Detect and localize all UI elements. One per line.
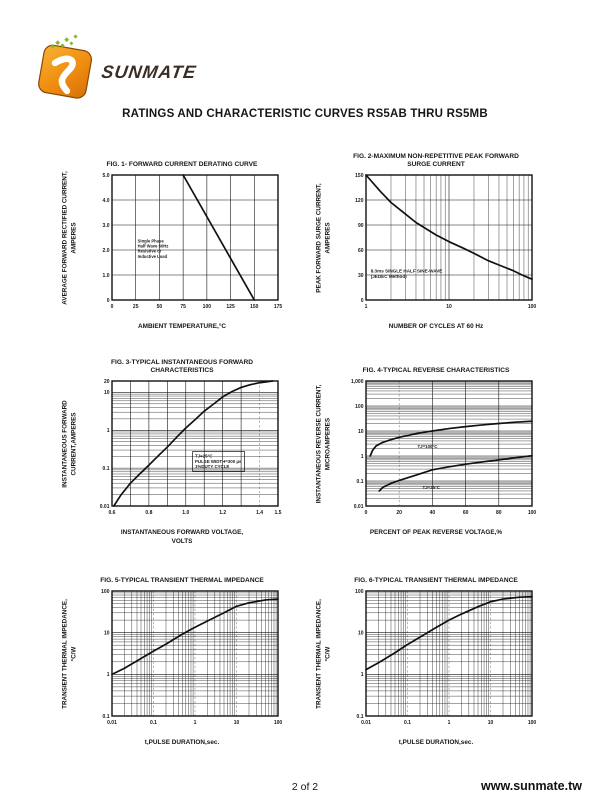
svg-text:100: 100 [527, 720, 536, 726]
figure-title-line1: FIG. 6-TYPICAL TRANSIENT THERMAL IMPEDANCE [354, 577, 518, 585]
svg-text:125: 125 [226, 304, 235, 310]
svg-text:1,000: 1,000 [350, 378, 364, 385]
y-axis-label-line2: °C/W [324, 646, 331, 662]
svg-text:0.1: 0.1 [150, 720, 157, 726]
svg-text:1.4: 1.4 [256, 510, 264, 516]
svg-text:150: 150 [355, 172, 364, 179]
svg-text:1: 1 [106, 672, 110, 679]
svg-text:1.2: 1.2 [219, 510, 227, 516]
y-axis-label-line1: AVERAGE FORWARD RECTIFIED CURRENT, [61, 171, 69, 305]
logo-graphic [32, 30, 102, 104]
y-axis-label-line2: AMPERES [70, 222, 77, 254]
figure-5-y-axis-label [58, 566, 82, 758]
svg-text:1.0: 1.0 [182, 510, 190, 516]
svg-text:0: 0 [106, 297, 110, 304]
svg-text:100: 100 [273, 720, 282, 726]
svg-text:20: 20 [396, 510, 402, 516]
figure-2-title [336, 150, 536, 170]
svg-text:0.1: 0.1 [356, 713, 364, 720]
figure-4-x-axis-label [336, 529, 536, 538]
svg-text:10: 10 [487, 720, 494, 726]
figure-6-title [336, 566, 536, 586]
figure-3-y-axis-label [58, 356, 82, 548]
figure-1-title [82, 150, 282, 170]
svg-text:0.8: 0.8 [145, 510, 153, 516]
svg-text:0.1: 0.1 [102, 713, 110, 720]
svg-text:0.1: 0.1 [356, 478, 364, 485]
svg-text:75: 75 [180, 304, 186, 310]
figure-5-x-axis-label [82, 739, 282, 748]
x-axis-label-line1: INSTANTANEOUS FORWARD VOLTAGE, [120, 529, 244, 536]
y-axis-label-line1: TRANSIENT THERMAL IMPEDANCE, [315, 599, 323, 709]
page-indicator: 2 of 2 [291, 781, 319, 793]
svg-text:175: 175 [273, 304, 282, 310]
svg-text:1: 1 [447, 720, 451, 726]
svg-text:4.0: 4.0 [102, 197, 110, 204]
svg-text:100: 100 [527, 304, 536, 310]
svg-text:TJ=25°C: TJ=25°C [195, 453, 213, 459]
svg-text:60: 60 [357, 247, 364, 254]
figure-2-x-axis-label [336, 323, 536, 332]
svg-text:2.0: 2.0 [102, 247, 110, 254]
svg-text:1.0: 1.0 [102, 272, 110, 279]
svg-text:1%DUTY CYCLE: 1%DUTY CYCLE [195, 464, 230, 470]
svg-text:0.01: 0.01 [99, 503, 110, 510]
svg-text:TJ=100°C: TJ=100°C [417, 443, 438, 449]
svg-text:100: 100 [527, 510, 536, 516]
figure-5-title [82, 566, 282, 586]
figure-3-chart [82, 376, 282, 522]
svg-text:10: 10 [103, 630, 110, 637]
figure-1 [58, 150, 282, 342]
svg-text:50: 50 [156, 304, 163, 310]
x-axis-label-line1: t,PULSE DURATION,sec. [398, 739, 474, 746]
y-axis-label-line1: INSTANTANEOUS REVERSE CURRENT, [315, 384, 323, 504]
logo-sparkles [50, 34, 77, 48]
figure-title-line1: FIG. 4-TYPICAL REVERSE CHARACTERISTICS [362, 367, 510, 375]
figure-6-x-axis-label [336, 739, 536, 748]
x-axis-label-line1: AMBIENT TEMPERATURE,°C [138, 323, 226, 330]
figure-6-y-axis-label [312, 566, 336, 758]
figure-title-line2: SURGE CURRENT [407, 161, 465, 169]
svg-text:TJ=25°C: TJ=25°C [422, 485, 440, 491]
svg-text:1.5: 1.5 [274, 510, 282, 516]
figure-1-chart [82, 170, 282, 316]
page-title: RATINGS AND CHARACTERISTIC CURVES RS5AB THRU RS5MB [122, 108, 488, 120]
figure-3-x-axis-label [82, 529, 282, 546]
svg-text:1: 1 [364, 304, 368, 310]
figure-6-chart [336, 586, 536, 732]
figure-4-chart [336, 376, 536, 522]
svg-text:0: 0 [360, 297, 364, 304]
svg-text:100: 100 [101, 588, 110, 595]
svg-text:1: 1 [360, 672, 364, 679]
brand-wordmark: sunmate [99, 54, 199, 84]
svg-text:Half Wave 60Hz: Half Wave 60Hz [137, 243, 169, 249]
svg-text:100: 100 [202, 304, 212, 310]
y-axis-label-line2: °C/W [70, 646, 77, 662]
sunmate-logo-icon [32, 30, 102, 109]
figure-4-title [336, 356, 536, 376]
svg-text:5.0: 5.0 [102, 172, 110, 179]
x-axis-label-line1: NUMBER OF CYCLES AT 60 Hz [388, 323, 484, 330]
svg-text:10: 10 [357, 630, 364, 637]
svg-text:0: 0 [364, 510, 368, 516]
svg-text:Inductive Load: Inductive Load [137, 253, 168, 259]
figure-title-line1: FIG. 5-TYPICAL TRANSIENT THERMAL IMPEDANCE [100, 577, 264, 585]
svg-text:0.01: 0.01 [353, 503, 364, 510]
y-axis-label-line1: INSTANTANEOUS FORWARD [61, 400, 69, 488]
svg-text:0.1: 0.1 [404, 720, 411, 726]
figure-3 [58, 356, 282, 548]
svg-text:40: 40 [429, 510, 436, 516]
figure-title-line1: FIG. 3-TYPICAL INSTANTANEOUS FORWARD [110, 358, 253, 366]
svg-text:25: 25 [132, 304, 139, 310]
svg-text:10: 10 [103, 390, 110, 397]
svg-text:80: 80 [496, 510, 502, 516]
svg-text:0.01: 0.01 [107, 720, 117, 726]
x-axis-label-line1: t,PULSE DURATION,sec. [144, 739, 220, 746]
svg-text:0.1: 0.1 [102, 465, 110, 472]
svg-text:(JEDEC Method): (JEDEC Method) [370, 274, 407, 279]
figure-5 [58, 566, 282, 758]
svg-text:20: 20 [103, 378, 110, 385]
figure-4-y-axis-label [312, 356, 336, 548]
svg-text:60: 60 [462, 510, 469, 516]
svg-text:10: 10 [357, 428, 364, 435]
figure-title-line1: FIG. 2-MAXIMUM NON-REPETITIVE PEAK FORWARD [353, 152, 519, 160]
svg-text:PULSE WIDTH=300 μs: PULSE WIDTH=300 μs [195, 458, 242, 464]
figure-3-title [82, 356, 282, 376]
svg-text:100: 100 [355, 403, 364, 410]
svg-text:3.0: 3.0 [102, 222, 110, 229]
x-axis-label-line2: VOLTS [171, 537, 193, 545]
figure-2-chart [336, 170, 536, 316]
svg-text:1: 1 [106, 428, 110, 435]
svg-text:30: 30 [357, 272, 364, 279]
figure-2-y-axis-label [312, 150, 336, 342]
svg-text:120: 120 [355, 197, 364, 204]
svg-text:Resistive or: Resistive or [137, 248, 162, 254]
figure-6 [312, 566, 536, 758]
svg-text:90: 90 [357, 222, 364, 229]
svg-text:0.6: 0.6 [108, 510, 116, 516]
figure-5-chart [82, 586, 282, 732]
svg-text:10: 10 [233, 720, 240, 726]
svg-text:150: 150 [250, 304, 259, 310]
figure-2 [312, 150, 536, 342]
x-axis-label-line1: PERCENT OF PEAK REVERSE VOLTAGE,% [369, 529, 503, 536]
figure-1-x-axis-label [82, 323, 282, 332]
y-axis-label-line2: MICROAMPERES [324, 417, 331, 471]
figure-title-line2: CHARACTERISTICS [150, 367, 214, 375]
y-axis-label-line2: CURRENT,AMPERES [70, 412, 77, 476]
svg-text:1: 1 [360, 453, 364, 460]
svg-text:100: 100 [355, 588, 364, 595]
svg-text:0.01: 0.01 [361, 720, 371, 726]
website-link[interactable]: www.sunmate.tw [481, 779, 582, 793]
svg-text:10: 10 [446, 304, 452, 310]
svg-text:Single Phase: Single Phase [137, 238, 164, 244]
y-axis-label-line2: AMPERES [324, 222, 331, 254]
figure-1-y-axis-label [58, 150, 82, 342]
y-axis-label-line1: PEAK FORWARD SURGE CURRENT, [315, 183, 323, 293]
svg-text:0: 0 [110, 304, 114, 310]
svg-text:1: 1 [193, 720, 197, 726]
svg-text:8.3ms SINGLE HALF SINE-WAVE: 8.3ms SINGLE HALF SINE-WAVE [370, 268, 443, 274]
figure-title-line1: FIG. 1- FORWARD CURRENT DERATING CURVE [106, 161, 258, 169]
y-axis-label-line1: TRANSIENT THERMAL IMPEDANCE, [61, 599, 69, 709]
figure-4 [312, 356, 536, 548]
